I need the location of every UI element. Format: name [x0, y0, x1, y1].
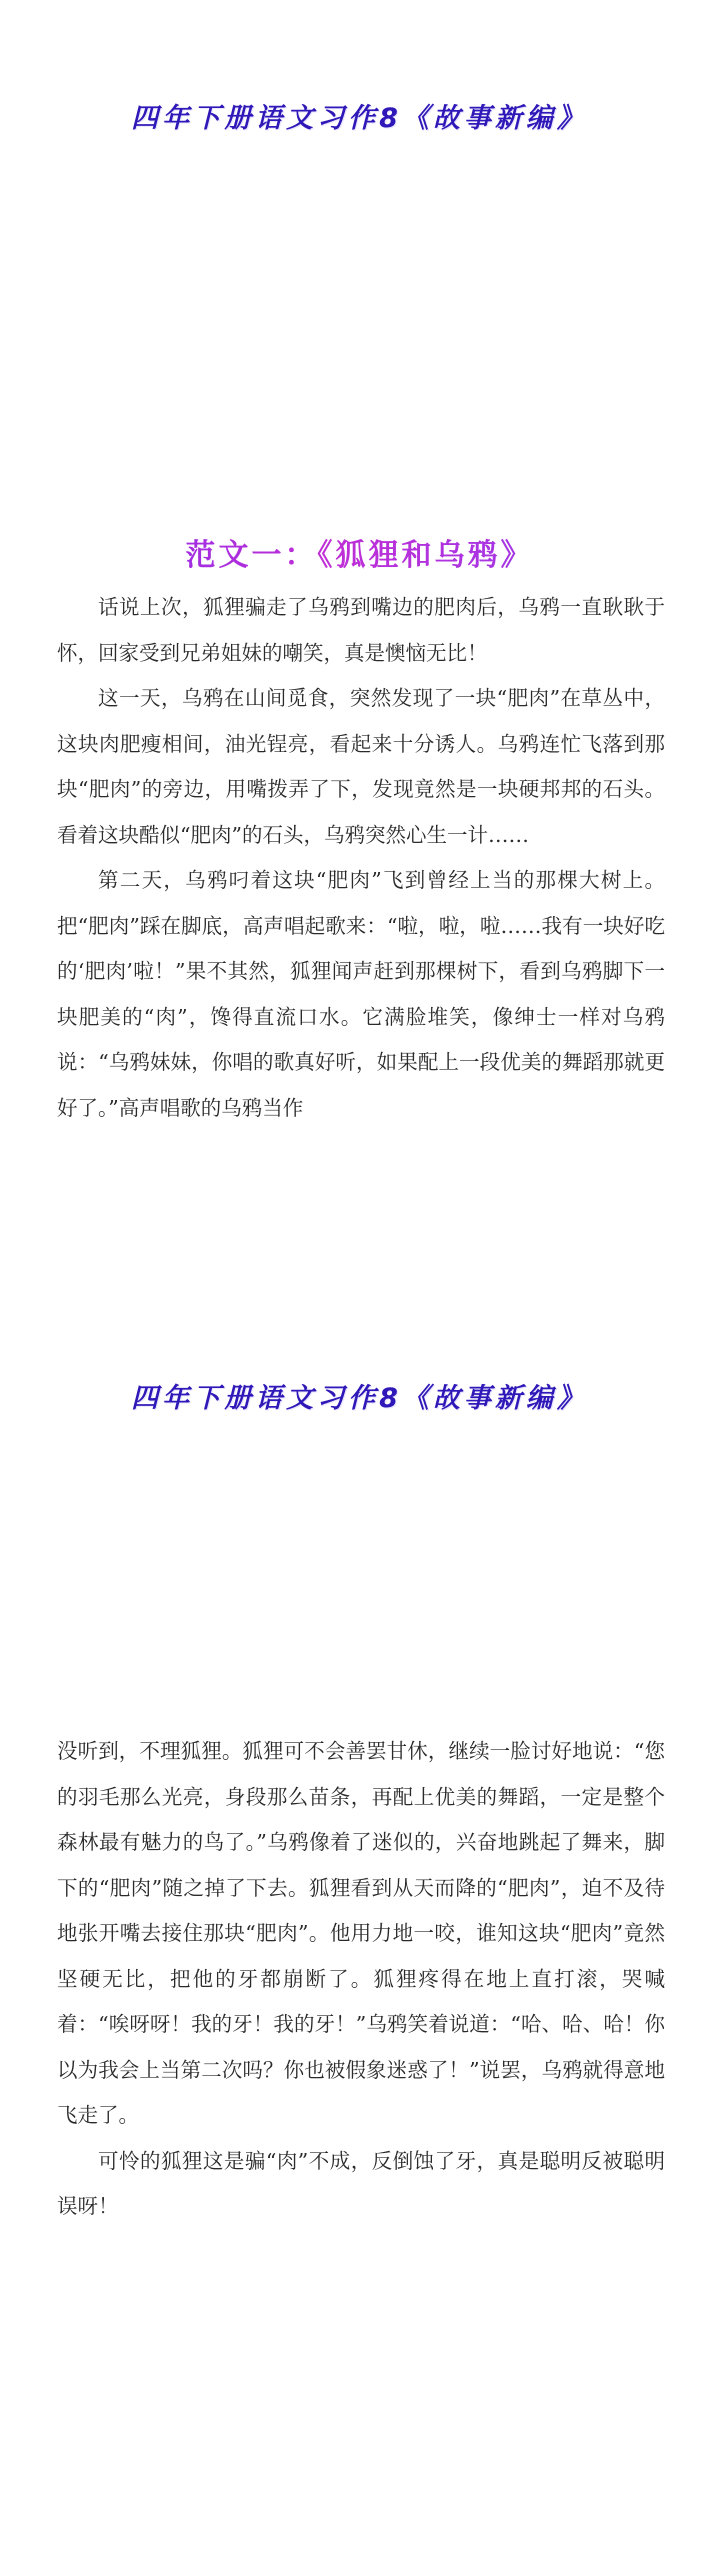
essay-body	[57, 585, 665, 1131]
page-header-title: 四年下册语文习作8《故事新编》	[131, 103, 588, 134]
section-title: 范文一：《狐狸和乌鸦》	[0, 530, 719, 574]
page-header-title: 四年下册语文习作8《故事新编》	[131, 1383, 588, 1414]
essay-paragraph: 这一天，乌鸦在山间觅食，突然发现了一块“肥肉”在草丛中，这块肉肥瘦相间，油光锃亮，看起来十分诱人。乌鸦连忙飞落到那块“肥肉”的旁边，用嘴拨弄了下，发现竟然是一块硬邦邦的石头。看着这块酷似“肥肉”的石头，乌鸦突然心生一计……	[57, 686, 665, 847]
essay-paragraph: 没听到，不理狐狸。狐狸可不会善罢甘休，继续一脸讨好地说：“您的羽毛那么光亮，身段那么苗条，再配上优美的舞蹈，一定是整个森林最有魅力的鸟了。”乌鸦像着了迷似的，兴奋地跳起了舞来，脚下的“肥肉”随之掉了下去。狐狸看到从天而降的“肥肉”，迫不及待地张开嘴去接住那块“肥肉”。他用力地一咬，谁知这块“肥肉”竟然坚硬无比，把他的牙都崩断了。狐狸疼得在地上直打滚，哭喊着：“唉呀呀！我的牙！我的牙！”乌鸦笑着说道：“哈、哈、哈！你以为我会上当第二次吗？你也被假象迷惑了！”说罢，乌鸦就得意地飞走了。	[57, 1739, 665, 2127]
essay-paragraph: 第二天，乌鸦叼着这块“肥肉”飞到曾经上当的那棵大树上。把“肥肉”踩在脚底，高声唱起歌来：“啦，啦，啦……我有一块好吃的‘肥肉’啦！”果不其然，狐狸闻声赶到那棵树下，看到乌鸦脚下一块肥美的“肉”，馋得直流口水。它满脸堆笑，像绅士一样对乌鸦说：“乌鸦妹妹，你唱的歌真好听，如果配上一段优美的舞蹈那就更好了。”高声唱歌的乌鸦当作	[57, 868, 665, 1120]
essay-body-continued	[57, 1729, 665, 2230]
page-two	[0, 1280, 719, 2560]
essay-paragraph: 话说上次，狐狸骗走了乌鸦到嘴边的肥肉后，乌鸦一直耿耿于怀，回家受到兄弟姐妹的嘲笑，真是懊恼无比！	[57, 595, 665, 665]
essay-paragraph: 可怜的狐狸这是骗“肉”不成，反倒蚀了牙，真是聪明反被聪明误呀！	[57, 2148, 665, 2218]
